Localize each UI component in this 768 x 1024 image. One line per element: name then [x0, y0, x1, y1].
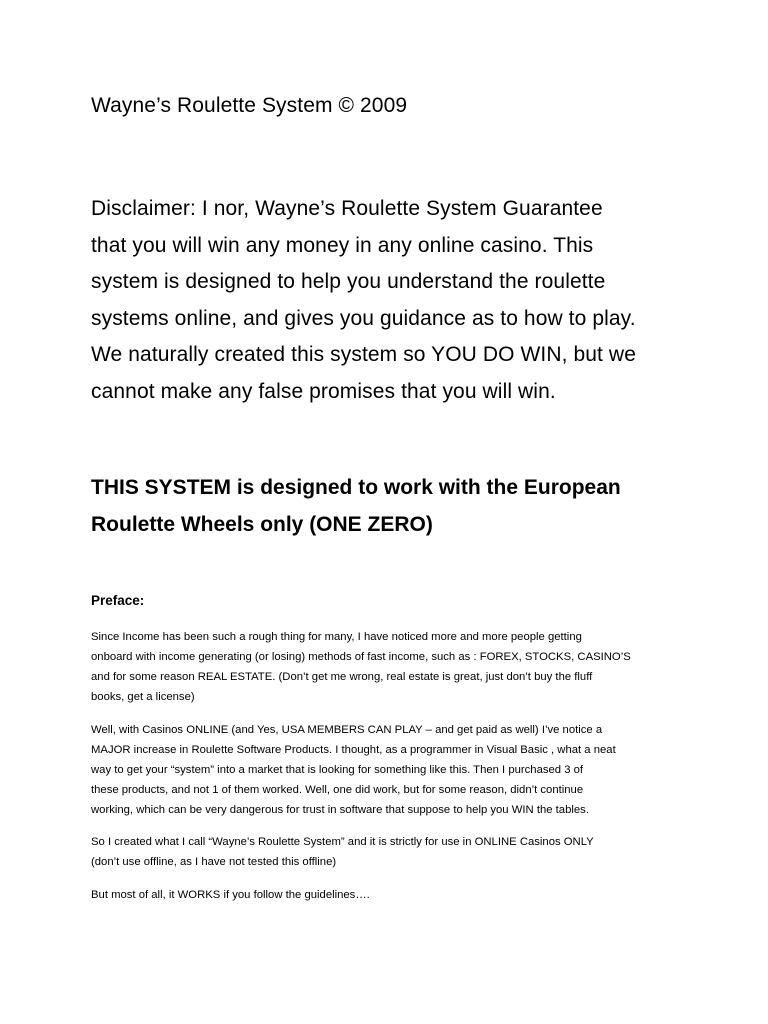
preface-paragraph-casinos: [91, 720, 691, 820]
system-heading-line: Roulette Wheels only (ONE ZERO): [91, 512, 433, 536]
disclaimer-line: systems online, and gives you guidance as to how to play.: [91, 306, 636, 330]
system-heading: [91, 470, 691, 543]
preface-heading: Preface:: [91, 593, 145, 608]
paragraph-line: working, which can be very dangerous for trust in software that suppose to help you WIN the tables.: [91, 804, 589, 816]
preface-paragraph-income: [91, 627, 691, 707]
disclaimer-line: cannot make any false promises that you will win.: [91, 379, 556, 403]
paragraph-line: MAJOR increase in Roulette Software Products. I thought, as a programmer in Visual Basic , what a neat: [91, 744, 616, 756]
paragraph-line: way to get your “system” into a market that is looking for something like this. Then I purchased 3 of: [91, 764, 584, 776]
disclaimer-line: that you will win any money in any online casino. This: [91, 233, 594, 257]
paragraph-line: Well, with Casinos ONLINE (and Yes, USA MEMBERS CAN PLAY – and get paid as well) I’ve notice a: [91, 724, 603, 736]
disclaimer-paragraph: [91, 191, 701, 410]
disclaimer-line: We naturally created this system so YOU DO WIN, but we: [91, 343, 636, 366]
system-heading-line: THIS SYSTEM is designed to work with the European: [91, 476, 621, 499]
disclaimer-line: Disclaimer: I nor, Wayne’s Roulette System Guarantee: [91, 197, 603, 220]
preface-paragraph-works: [91, 885, 691, 905]
preface-paragraph-system: [91, 832, 691, 872]
paragraph-line: these products, and not 1 of them worked. Well, one did work, but for some reason, didn’t continue: [91, 784, 584, 796]
document-title: Wayne’s Roulette System © 2009: [91, 94, 408, 117]
paragraph-line: and for some reason REAL ESTATE. (Don’t get me wrong, real estate is great, just don’t buy the fluff: [91, 671, 593, 683]
paragraph-line: Since Income has been such a rough thing for many, I have noticed more and more people getting: [91, 631, 582, 643]
paragraph-line: So I created what I call “Wayne’s Roulette System” and it is strictly for use in ONLINE Casinos ONLY: [91, 836, 594, 848]
paragraph-line: But most of all, it WORKS if you follow the guidelines….: [91, 889, 370, 901]
disclaimer-line: system is designed to help you understand the roulette: [91, 270, 606, 293]
paragraph-line: (don’t use offline, as I have not tested this offline): [91, 856, 337, 868]
paragraph-line: books, get a license): [91, 691, 195, 703]
paragraph-line: onboard with income generating (or losing) methods of fast income, such as : FOREX, STOCKS, CASINO’S: [91, 651, 631, 663]
